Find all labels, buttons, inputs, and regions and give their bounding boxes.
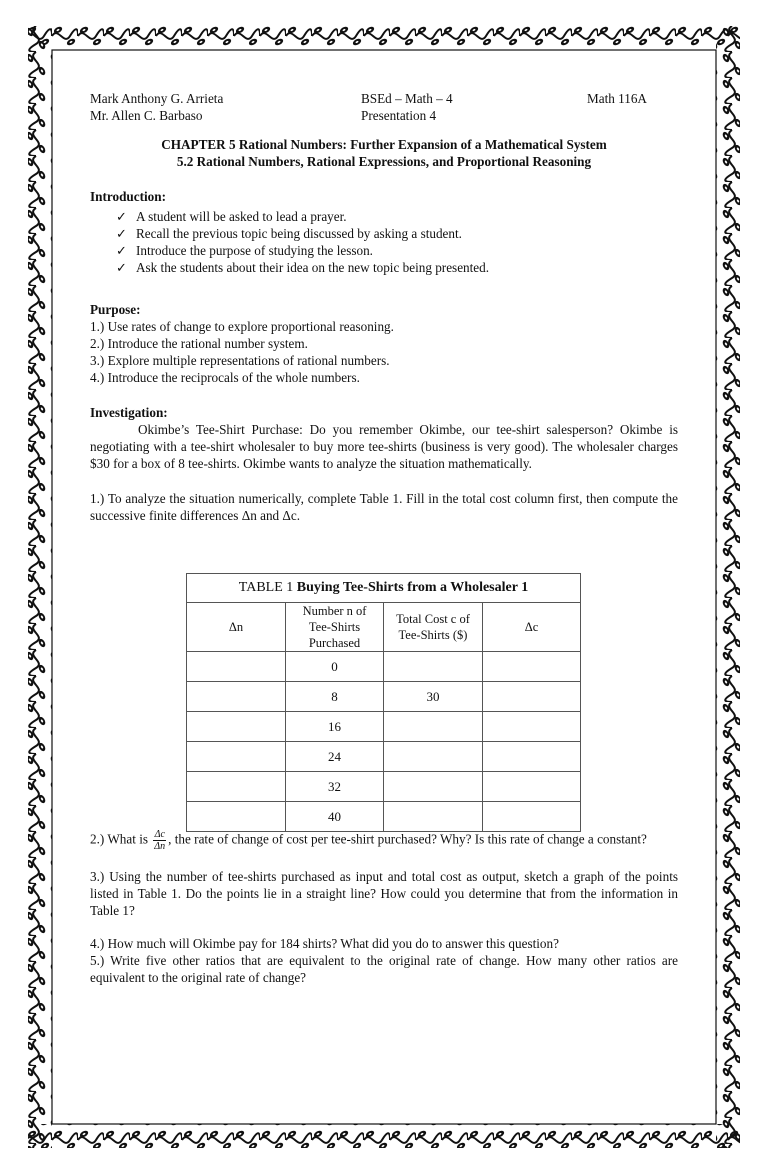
cell-c (384, 802, 483, 832)
table-row (187, 742, 581, 772)
header-row-2 (90, 107, 678, 124)
cell-n: 24 (286, 742, 384, 772)
table-row (187, 682, 581, 712)
purpose-item: 1.) Use rates of change to explore proportional reasoning. (90, 319, 394, 334)
purpose-item: 2.) Introduce the rational number system. (90, 336, 308, 351)
list-item: ✓ Introduce the purpose of studying the lesson. (116, 243, 373, 258)
purpose-item: 4.) Introduce the reciprocals of the whole numbers. (90, 370, 360, 385)
cell-c (384, 712, 483, 742)
introduction-heading: Introduction: (90, 189, 166, 204)
cell-n: 0 (286, 652, 384, 682)
cell-n: 40 (286, 802, 384, 832)
chapter-title-line1: CHAPTER 5 Rational Numbers: Further Expansion of a Mathematical System (161, 137, 607, 152)
table-header-row (187, 603, 581, 652)
checkmark-icon: ✓ (116, 260, 128, 275)
col-header-delta-n: Δn (187, 603, 286, 652)
investigation-intro: Okimbe’s Tee-Shirt Purchase: Do you remember Okimbe, our tee-shirt salesperson? Okimbe is negotiating with a tee-shirt wholesaler to buy more tee-shirts (business is very good). The wholesaler charges $30 for a box of 8 tee-shirts. Okimbe wants to analyze the situation mathematically. (90, 422, 678, 471)
list-item: ✓ Recall the previous topic being discussed by asking a student. (116, 226, 462, 241)
introduction-list (90, 208, 678, 276)
purpose-item: 3.) Explore multiple representations of rational numbers. (90, 353, 390, 368)
table-1 (186, 573, 581, 832)
course-label: BSEd – Math – 4 (361, 91, 453, 106)
chapter-title-line2: 5.2 Rational Numbers, Rational Expressions, and Proportional Reasoning (176, 154, 592, 169)
question-3: 3.) Using the number of tee-shirts purchased as input and total cost as output, sketch a graph of the points listed in Table 1. Do the points lie in a straight line? How could you determine that from the information in Table 1? (90, 869, 678, 918)
cell-c (384, 742, 483, 772)
question-2: 2.) What is $\frac{\Delta c}{\Delta n}$ , the rate of change of cost per tee-shirt purchased? Why? Is this rate of change a constant? (90, 829, 647, 852)
cell-n: 8 (286, 682, 384, 712)
cell-n: 32 (286, 772, 384, 802)
list-item: ✓ A student will be asked to lead a prayer. (116, 209, 347, 224)
checkmark-icon: ✓ (116, 209, 128, 224)
rate-fraction: $\frac{\Delta c}{\Delta n}$ (154, 829, 166, 852)
col-header-number: Number n of Tee-Shirts Purchased (286, 603, 384, 652)
table-caption: TABLE 1 Buying Tee-Shirts from a Wholesaler 1 (187, 574, 581, 603)
document-body (90, 90, 678, 986)
author-name: Mark Anthony G. Arrieta (90, 91, 224, 106)
investigation-heading: Investigation: (90, 405, 168, 420)
instructor-name: Mr. Allen C. Barbaso (90, 108, 203, 123)
table-row (187, 802, 581, 832)
purpose-heading: Purpose: (90, 302, 141, 317)
list-item: ✓ Ask the students about their idea on the new topic being presented. (116, 260, 490, 275)
header-row-1 (90, 90, 678, 107)
subject-label: Math 116A (587, 91, 647, 106)
question-5: 5.) Write five other ratios that are equivalent to the original rate of change. How many other ratios are equivalent to the original rate of change? (90, 953, 678, 985)
chapter-title (90, 136, 678, 170)
table-row (187, 772, 581, 802)
question-1: 1.) To analyze the situation numerically, complete Table 1. Fill in the total cost column first, then compute the successive finite differences Δn and Δc. (90, 491, 678, 523)
cell-c: 30 (384, 682, 483, 712)
question-4: 4.) How much will Okimbe pay for 184 shirts? What did you do to answer this question? (90, 936, 559, 951)
presentation-label: Presentation 4 (361, 108, 437, 123)
col-header-total-cost: Total Cost c of Tee-Shirts ($) (384, 603, 483, 652)
table-row (187, 712, 581, 742)
checkmark-icon: ✓ (116, 243, 128, 258)
checkmark-icon: ✓ (116, 226, 128, 241)
table-row (187, 652, 581, 682)
col-header-delta-c: Δc (483, 603, 581, 652)
cell-c (384, 652, 483, 682)
cell-n: 16 (286, 712, 384, 742)
cell-c (384, 772, 483, 802)
